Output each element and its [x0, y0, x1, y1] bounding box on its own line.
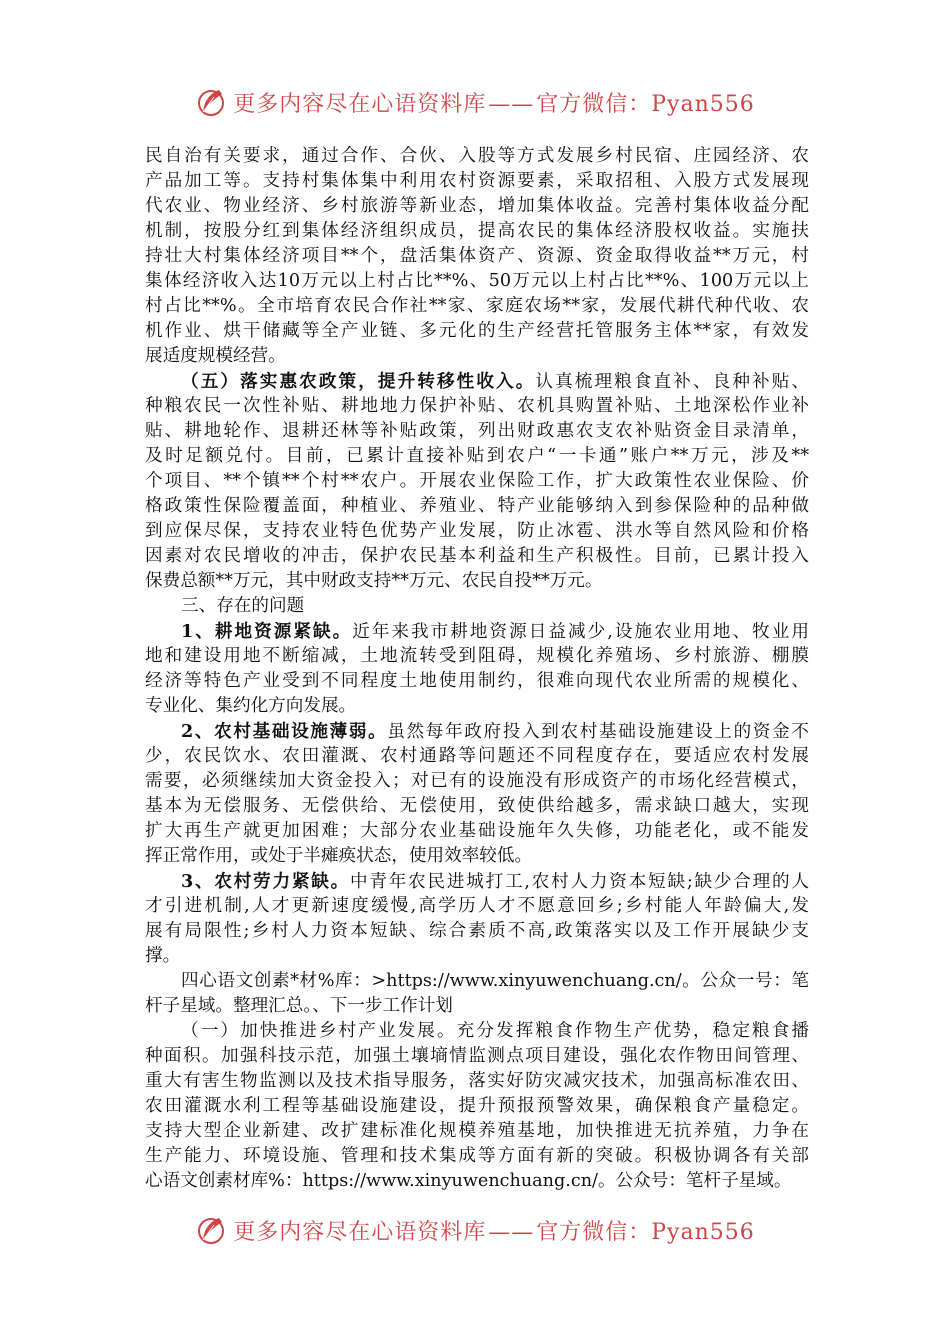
text-run: 扩大再生产就更加困难；大部分农业基础设施年久失修，功能老化，或不能发	[145, 821, 809, 841]
banner-contact: 官方微信：Pyan556	[536, 91, 755, 117]
text-line	[145, 594, 809, 619]
text-line	[145, 744, 809, 769]
text-run: 地和建设用地不断缩减，土地流转受到阻碍，规模化养殖场、乡村旅游、棚膜	[145, 646, 809, 666]
text-line	[145, 944, 809, 969]
text-line	[145, 669, 809, 694]
text-line	[145, 1069, 809, 1094]
text-line	[145, 819, 809, 844]
text-run: （一）加快推进乡村产业发展。充分发挥粮食作物生产优势，稳定粮食播	[181, 1021, 809, 1041]
text-line	[145, 919, 809, 944]
text-line	[145, 194, 809, 219]
text-run: 种粮农民一次性补贴、耕地地力保护补贴、农机具购置补贴、土地深松作业补	[145, 396, 809, 416]
text-run: 农田灌溉水利工程等基础设施建设，提升预报预警效果，确保粮食产量稳定。	[145, 1096, 809, 1116]
text-run: 机作业、烘干储藏等全产业链、多元化的生产经营托管服务主体**家，有效发	[145, 321, 809, 341]
text-run: 持壮大村集体经济项目**个，盘活集体资产、资源、资金取得收益**万元，村	[145, 246, 809, 266]
text-run: 需要，必须继续加大资金投入；对已有的设施没有形成资产的市场化经营模式，	[145, 771, 809, 791]
text-line	[145, 1044, 809, 1069]
text-run: 少，农民饮水、农田灌溉、农村通路等问题还不同程度存在，要适应农村发展	[145, 746, 809, 766]
text-run: 民自治有关要求，通过合作、合伙、入股等方式发展乡村民宿、庄园经济、农	[145, 146, 809, 166]
text-line	[145, 244, 809, 269]
text-run: 贴、耕地轮作、退耕还林等补贴政策，列出财政惠农支农补贴资金目录清单，	[145, 421, 809, 441]
text-run: 基本为无偿服务、无偿供给、无偿使用，致使供给越多，需求缺口越大，实现	[145, 796, 809, 816]
banner-contact: 官方微信：Pyan556	[536, 1219, 755, 1245]
text-line	[145, 144, 809, 169]
text-run: 个项目、**个镇**个村**农户。开展农业保险工作，扩大政策性农业保险、价	[145, 471, 809, 491]
text-run: 三、存在的问题	[181, 596, 305, 616]
feather-pen-logo-icon	[195, 1214, 227, 1246]
text-run: 产品加工等。支持村集体集中利用农村资源要素，采取招租、入股方式发展现	[145, 171, 809, 191]
text-run: 撑。	[145, 946, 181, 966]
text-run: 专业化、集约化方向发展。	[145, 696, 357, 716]
text-line	[145, 644, 809, 669]
text-run: 因素对农民增收的冲击，保护农民基本利益和生产积极性。目前，已累计投入	[145, 546, 809, 566]
text-line	[145, 894, 809, 919]
text-run: 种面积。加强科技示范，加强土壤墒情监测点项目建设，强化农作物田间管理、	[145, 1046, 809, 1066]
text-run: 代农业、物业经济、乡村旅游等新业态，增加集体收益。完善村集体收益分配	[145, 196, 809, 216]
text-run: 四心语文创素*材%库：>https://www.xinyuwenchuang.cn/。公众一号：笔	[181, 971, 809, 991]
text-line	[145, 269, 809, 294]
text-line	[145, 1144, 809, 1169]
text-line	[145, 719, 809, 744]
text-line	[145, 844, 809, 869]
text-line	[145, 519, 809, 544]
text-line	[145, 319, 809, 344]
text-run: 生产能力、环境设施、管理和技术集成等方面有新的突破。积极协调各有关部	[145, 1146, 809, 1166]
text-line	[145, 1019, 809, 1044]
text-line	[145, 294, 809, 319]
text-line	[145, 444, 809, 469]
text-line	[145, 994, 809, 1019]
banner-text	[233, 87, 755, 118]
text-line	[145, 494, 809, 519]
text-run: 虽然每年政府投入到农村基础设施建设上的资金不	[387, 722, 809, 742]
text-run: 中青年农民进城打工,农村人力资本短缺;缺少合理的人	[350, 872, 809, 892]
text-line	[145, 1094, 809, 1119]
text-run: 支持大型企业新建、改扩建标准化规模养殖基地，加快推进无抗养殖，力争在	[145, 1121, 809, 1141]
text-line	[145, 694, 809, 719]
banner-dash: ——	[488, 1219, 535, 1245]
text-run: 及时足额兑付。目前，已累计直接补贴到农户“一卡通”账户**万元，涉及**	[145, 446, 809, 466]
text-run: 格政策性保险覆盖面，种植业、养殖业、特产业能够纳入到参保险种的品种做	[145, 496, 809, 516]
text-line	[145, 569, 809, 594]
text-line	[145, 769, 809, 794]
text-line	[145, 394, 809, 419]
text-line	[145, 219, 809, 244]
text-line	[145, 1119, 809, 1144]
text-line	[145, 794, 809, 819]
text-run: 经济等特色产业受到不同程度土地使用制约，很难向现代农业所需的规模化、	[145, 671, 809, 691]
text-run: 近年来我市耕地资源日益减少,设施农业用地、牧业用	[352, 622, 809, 642]
text-line	[145, 619, 809, 644]
text-run: 村占比**%。全市培育农民合作社**家、家庭农场**家，发展代耕代种代收、农	[145, 296, 809, 316]
text-run: 保费总额**万元，其中财政支持**万元、农民自投**万元。	[145, 571, 603, 591]
text-run: 认真梳理粮食直补、良种补贴、	[535, 372, 809, 392]
text-run: 集体经济收入达10万元以上村占比**%、50万元以上村占比**%、100万元以上	[145, 271, 809, 291]
feather-pen-logo-icon	[195, 86, 227, 118]
banner-brand: 更多内容尽在心语资料库	[233, 1219, 487, 1245]
text-line	[145, 344, 809, 369]
text-run: 到应保尽保，支持农业特色优势产业发展，防止冰雹、洪水等自然风险和价格	[145, 521, 809, 541]
banner-brand: 更多内容尽在心语资料库	[233, 91, 487, 117]
text-run: 心语文创素材库%：https://www.xinyuwenchuang.cn/。公众号：笔杆子星域。	[145, 1171, 792, 1191]
document-body	[145, 144, 809, 1194]
text-run: 重大有害生物监测以及技术指导服务，落实好防灾减灾技术，加强高标准农田、	[145, 1071, 809, 1091]
banner-text	[233, 1215, 755, 1246]
header-banner	[0, 82, 950, 122]
text-line	[145, 419, 809, 444]
text-run: 挥正常作用，或处于半瘫痪状态，使用效率较低。	[145, 846, 533, 866]
text-line	[145, 869, 809, 894]
text-line	[145, 469, 809, 494]
bold-heading-text: 1、耕地资源紧缺。	[181, 621, 353, 642]
text-line	[145, 1169, 809, 1194]
text-line	[145, 969, 809, 994]
text-line	[145, 169, 809, 194]
banner-dash: ——	[488, 91, 535, 117]
footer-banner	[0, 1210, 950, 1250]
text-run: 杆子星域。整理汇总。、下一步工作计划	[145, 996, 453, 1016]
bold-heading-text: 2、农村基础设施薄弱。	[181, 721, 388, 742]
text-run: 展适度规模经营。	[145, 346, 286, 366]
text-run: 机制，按股分红到集体经济组织成员，提高农民的集体经济股权收益。实施扶	[145, 221, 809, 241]
text-line	[145, 544, 809, 569]
text-run: 展有局限性;乡村人力资本短缺、综合素质不高,政策落实以及工作开展缺少支	[145, 921, 809, 941]
text-run: 才引进机制,人才更新速度缓慢,高学历人才不愿意回乡;乡村能人年龄偏大,发	[145, 896, 809, 916]
bold-heading-text: （五）落实惠农政策，提升转移性收入。	[181, 371, 536, 392]
bold-heading-text: 3、农村劳力紧缺。	[181, 871, 351, 892]
text-line	[145, 369, 809, 394]
